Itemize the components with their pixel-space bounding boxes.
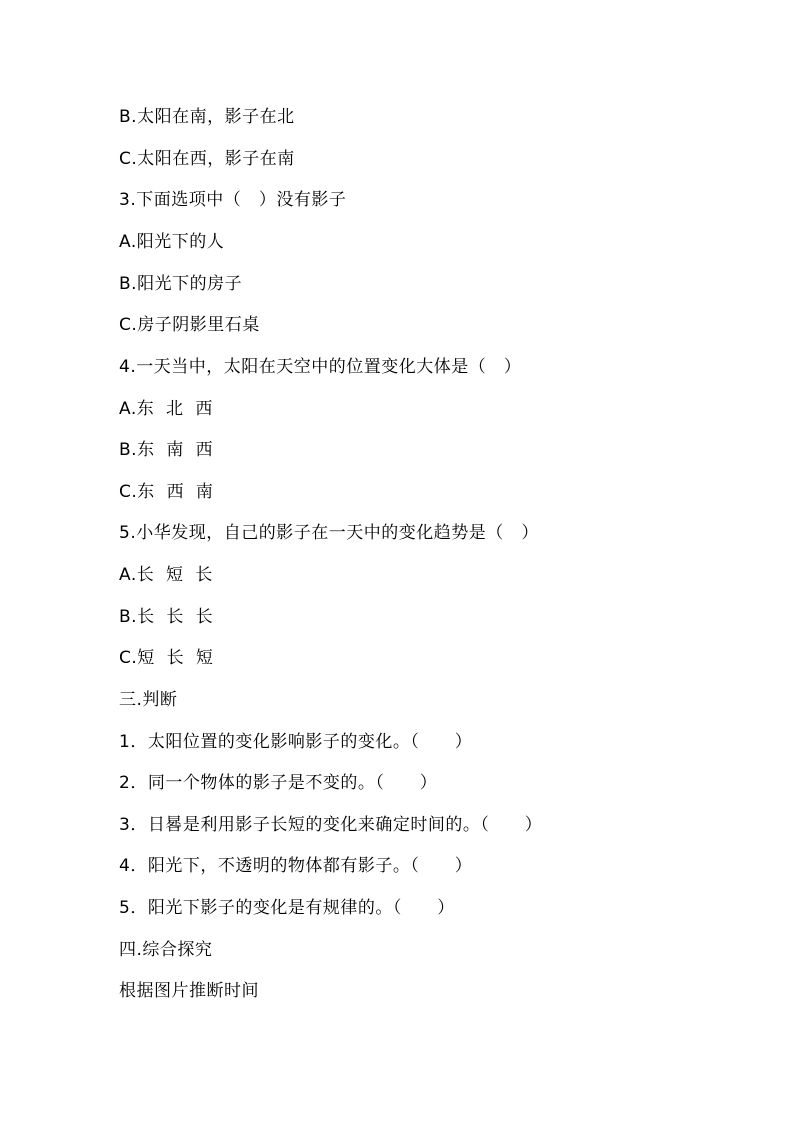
section-heading-judgement: 三.判断 xyxy=(119,690,178,710)
q3-option-a: A.阳光下的人 xyxy=(119,232,225,252)
q2-option-c: C.太阳在西，影子在南 xyxy=(119,149,295,169)
q5-option-b: B.长 长 长 xyxy=(119,607,214,627)
q2-option-b: B.太阳在南，影子在北 xyxy=(119,107,295,127)
judge-item-4: 4．阳光下，不透明的物体都有影子。（ ） xyxy=(119,856,473,876)
q4-question: 4.一天当中，太阳在天空中的位置变化大体是（ ） xyxy=(119,357,522,377)
judge-item-1: 1．太阳位置的变化影响影子的变化。（ ） xyxy=(119,732,473,752)
inquiry-prompt: 根据图片推断时间 xyxy=(119,981,259,1001)
q5-question: 5.小华发现，自己的影子在一天中的变化趋势是（ ） xyxy=(119,523,539,543)
section-heading-inquiry: 四.综合探究 xyxy=(119,940,213,960)
q3-option-c: C.房子阴影里石桌 xyxy=(119,315,260,335)
q5-option-a: A.长 短 长 xyxy=(119,565,213,585)
judge-item-3: 3．日晷是利用影子长短的变化来确定时间的。（ ） xyxy=(119,815,543,835)
q3-question: 3.下面选项中（ ）没有影子 xyxy=(119,190,347,210)
q5-option-c: C.短 长 短 xyxy=(119,648,214,668)
q4-option-b: B.东 南 西 xyxy=(119,440,214,460)
q3-option-b: B.阳光下的房子 xyxy=(119,274,243,294)
q4-option-c: C.东 西 南 xyxy=(119,482,214,502)
judge-item-5: 5．阳光下影子的变化是有规律的。（ ） xyxy=(119,898,455,918)
q4-option-a: A.东 北 西 xyxy=(119,399,213,419)
judge-item-2: 2．同一个物体的影子是不变的。（ ） xyxy=(119,773,438,793)
